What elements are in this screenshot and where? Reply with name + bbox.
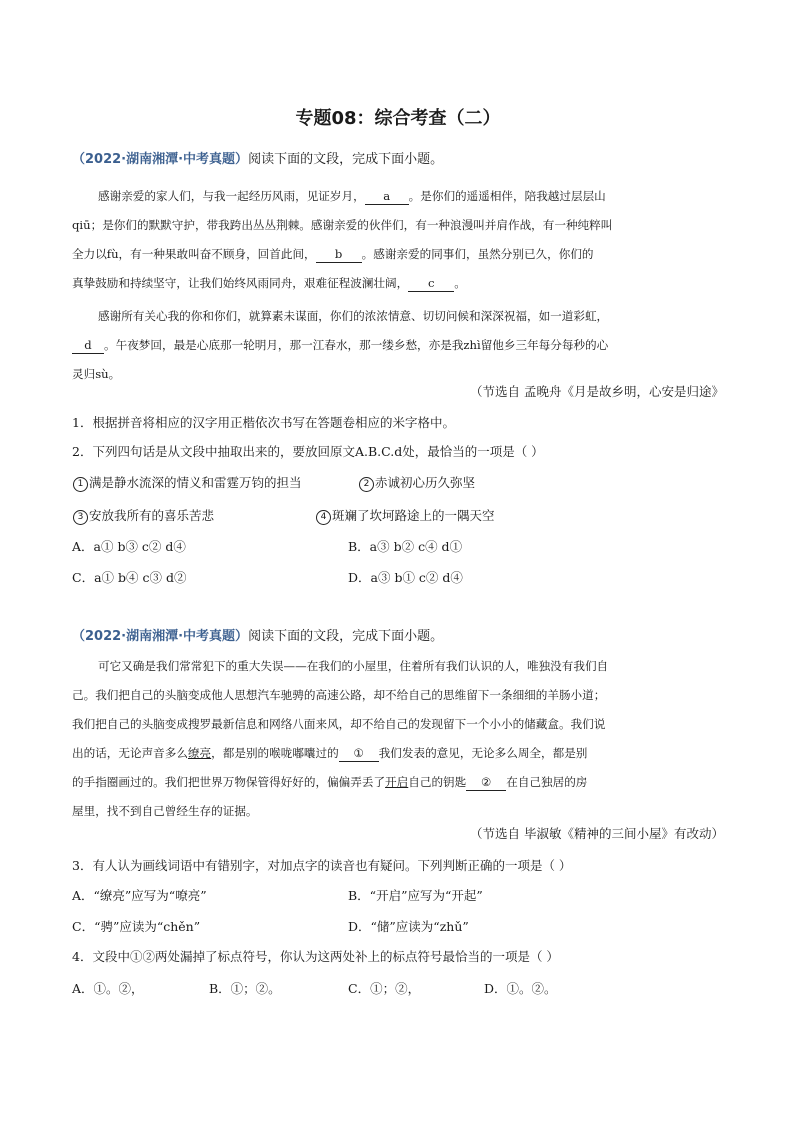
passage-line: 己。我们把自己的头脑变成他人思想汽车驰骋的高速公路，却不给自己的思维留下一条细细的羊肠小道； [72,688,606,702]
underlined-word-2: 开启 [385,775,409,789]
passage-line: 真挚鼓励和持续坚守，让我们始终风雨同舟，艰难征程波澜壮阔， c 。 [72,276,466,290]
blank-d: d [72,337,104,354]
section2-passage [72,652,724,826]
page-title: 专题08：综合考查（二） [295,108,501,129]
section2-header [72,628,443,646]
blank-a: a [365,188,409,205]
section1-credit: （节选自 孟晚舟《月是故乡明，心安是归途》 [470,384,724,399]
question-3: 3．有人认为画线词语中有错别字，对加点字的读音也有疑问。下列判断正确的一项是（ ） [72,858,572,873]
passage-line: 出的话，无论声音多么缭亮，都是别的喉咙嘟囔过的 ① 我们发表的意见，无论多么周全，都是别 [72,746,588,760]
q3-option-b: B．“开启”应写为“开起” [348,888,483,903]
passage-line: 可它又确是我们常常犯下的重大失误——在我们的小屋里，住着所有我们认识的人，唯独没有我们自 [98,659,609,673]
passage-line: 屋里，找不到自己曾经生存的证据。 [72,804,258,818]
blank-2: ② [466,774,506,791]
section1-passage [72,182,724,389]
question-2: 2．下列四句话是从文段中抽取出来的，要放回原文A.B.C.d处，最恰当的一项是（ ） [72,444,544,459]
passage-line: qiū；是你们的默默守护，带我跨出丛丛荆棘。感谢亲爱的伙伴们，有一种浪漫叫并肩作战，有一种纯粹叫 [72,218,613,232]
section1-source: （2022·湖南湘潭·中考真题） [72,152,249,167]
q2-option-d: D．a③ b① c② d④ [348,570,463,585]
passage-line: 全力以fù，有一种果敢叫奋不顾身，回首此间， b 。感谢亲爱的同事们，虽然分别已久，你们的 [72,247,594,261]
passage-line: 我们把自己的头脑变成搜罗最新信息和网络八面来风，却不给自己的发现留下一个小小的储藏盒。我们说 [72,717,606,731]
passage-line: d 。午夜梦回，最是心底那一轮明月，那一江春水，那一缕乡愁，亦是我zhì留他乡三年每分每秒的心 [72,331,724,360]
passage-line: 感谢亲爱的家人们，与我一起经历风雨，见证岁月， a 。是你们的遥遥相伴，陪我越过层层山 [98,189,606,203]
q2-option-c: C．a① b④ c③ d② [72,570,187,585]
q4-option-b: B．①；②。 [209,981,281,996]
blank-c: c [408,275,454,292]
q3-option-c: C．“骋”应读为“chěn” [72,919,201,934]
question-4: 4．文段中①②两处漏掉了标点符号，你认为这两处补上的标点符号最恰当的一项是（ ） [72,949,559,964]
q4-option-c: C．①；②， [348,981,421,996]
section2-source: （2022·湖南湘潭·中考真题） [72,629,249,644]
q3-option-a: A．“缭亮”应写为“嘹亮” [72,888,207,903]
section1-header [72,151,443,169]
blank-b: b [316,246,362,263]
sentence-1: 1 满是静水流深的情义和雷霆万钧的担当 [72,474,302,492]
section1-instruction: 阅读下面的文段，完成下面小题。 [248,152,444,167]
underlined-word-1: 缭亮 [187,746,212,760]
q4-option-a: A．①。②， [72,981,144,996]
section2-credit: （节选自 毕淑敏《精神的三间小屋》有改动） [470,826,724,841]
q4-option-d: D．①。②。 [484,981,557,996]
q2-option-b: B．a③ b② c④ d① [348,539,463,554]
sentence-2: 2 赤诚初心历久弥坚 [358,474,475,492]
sentence-3: 3 安放我所有的喜乐苦悲 [72,507,214,525]
sentence-4: 4 斑斓了坎坷路途上的一隅天空 [315,507,495,525]
q2-option-a: A．a① b③ c② d④ [72,539,186,554]
blank-1: ① [339,745,379,762]
passage-line: 的手指圈画过的。我们把世界万物保管得好好的，偏偏弄丢了开启自己的钥匙 ② 在自己独居的房 [72,775,588,789]
question-1: 1．根据拼音将相应的汉字用正楷依次书写在答题卷相应的米字格中。 [72,415,455,430]
passage-line: 灵归sù。 [72,367,121,381]
passage-line: 感谢所有关心我的你和你们，就算素未谋面，你们的浓浓情意、切切问候和深深祝福，如一道彩虹， [98,309,609,323]
q3-option-d: D．“储”应读为“zhǔ” [348,919,469,934]
section2-instruction: 阅读下面的文段，完成下面小题。 [248,629,444,644]
